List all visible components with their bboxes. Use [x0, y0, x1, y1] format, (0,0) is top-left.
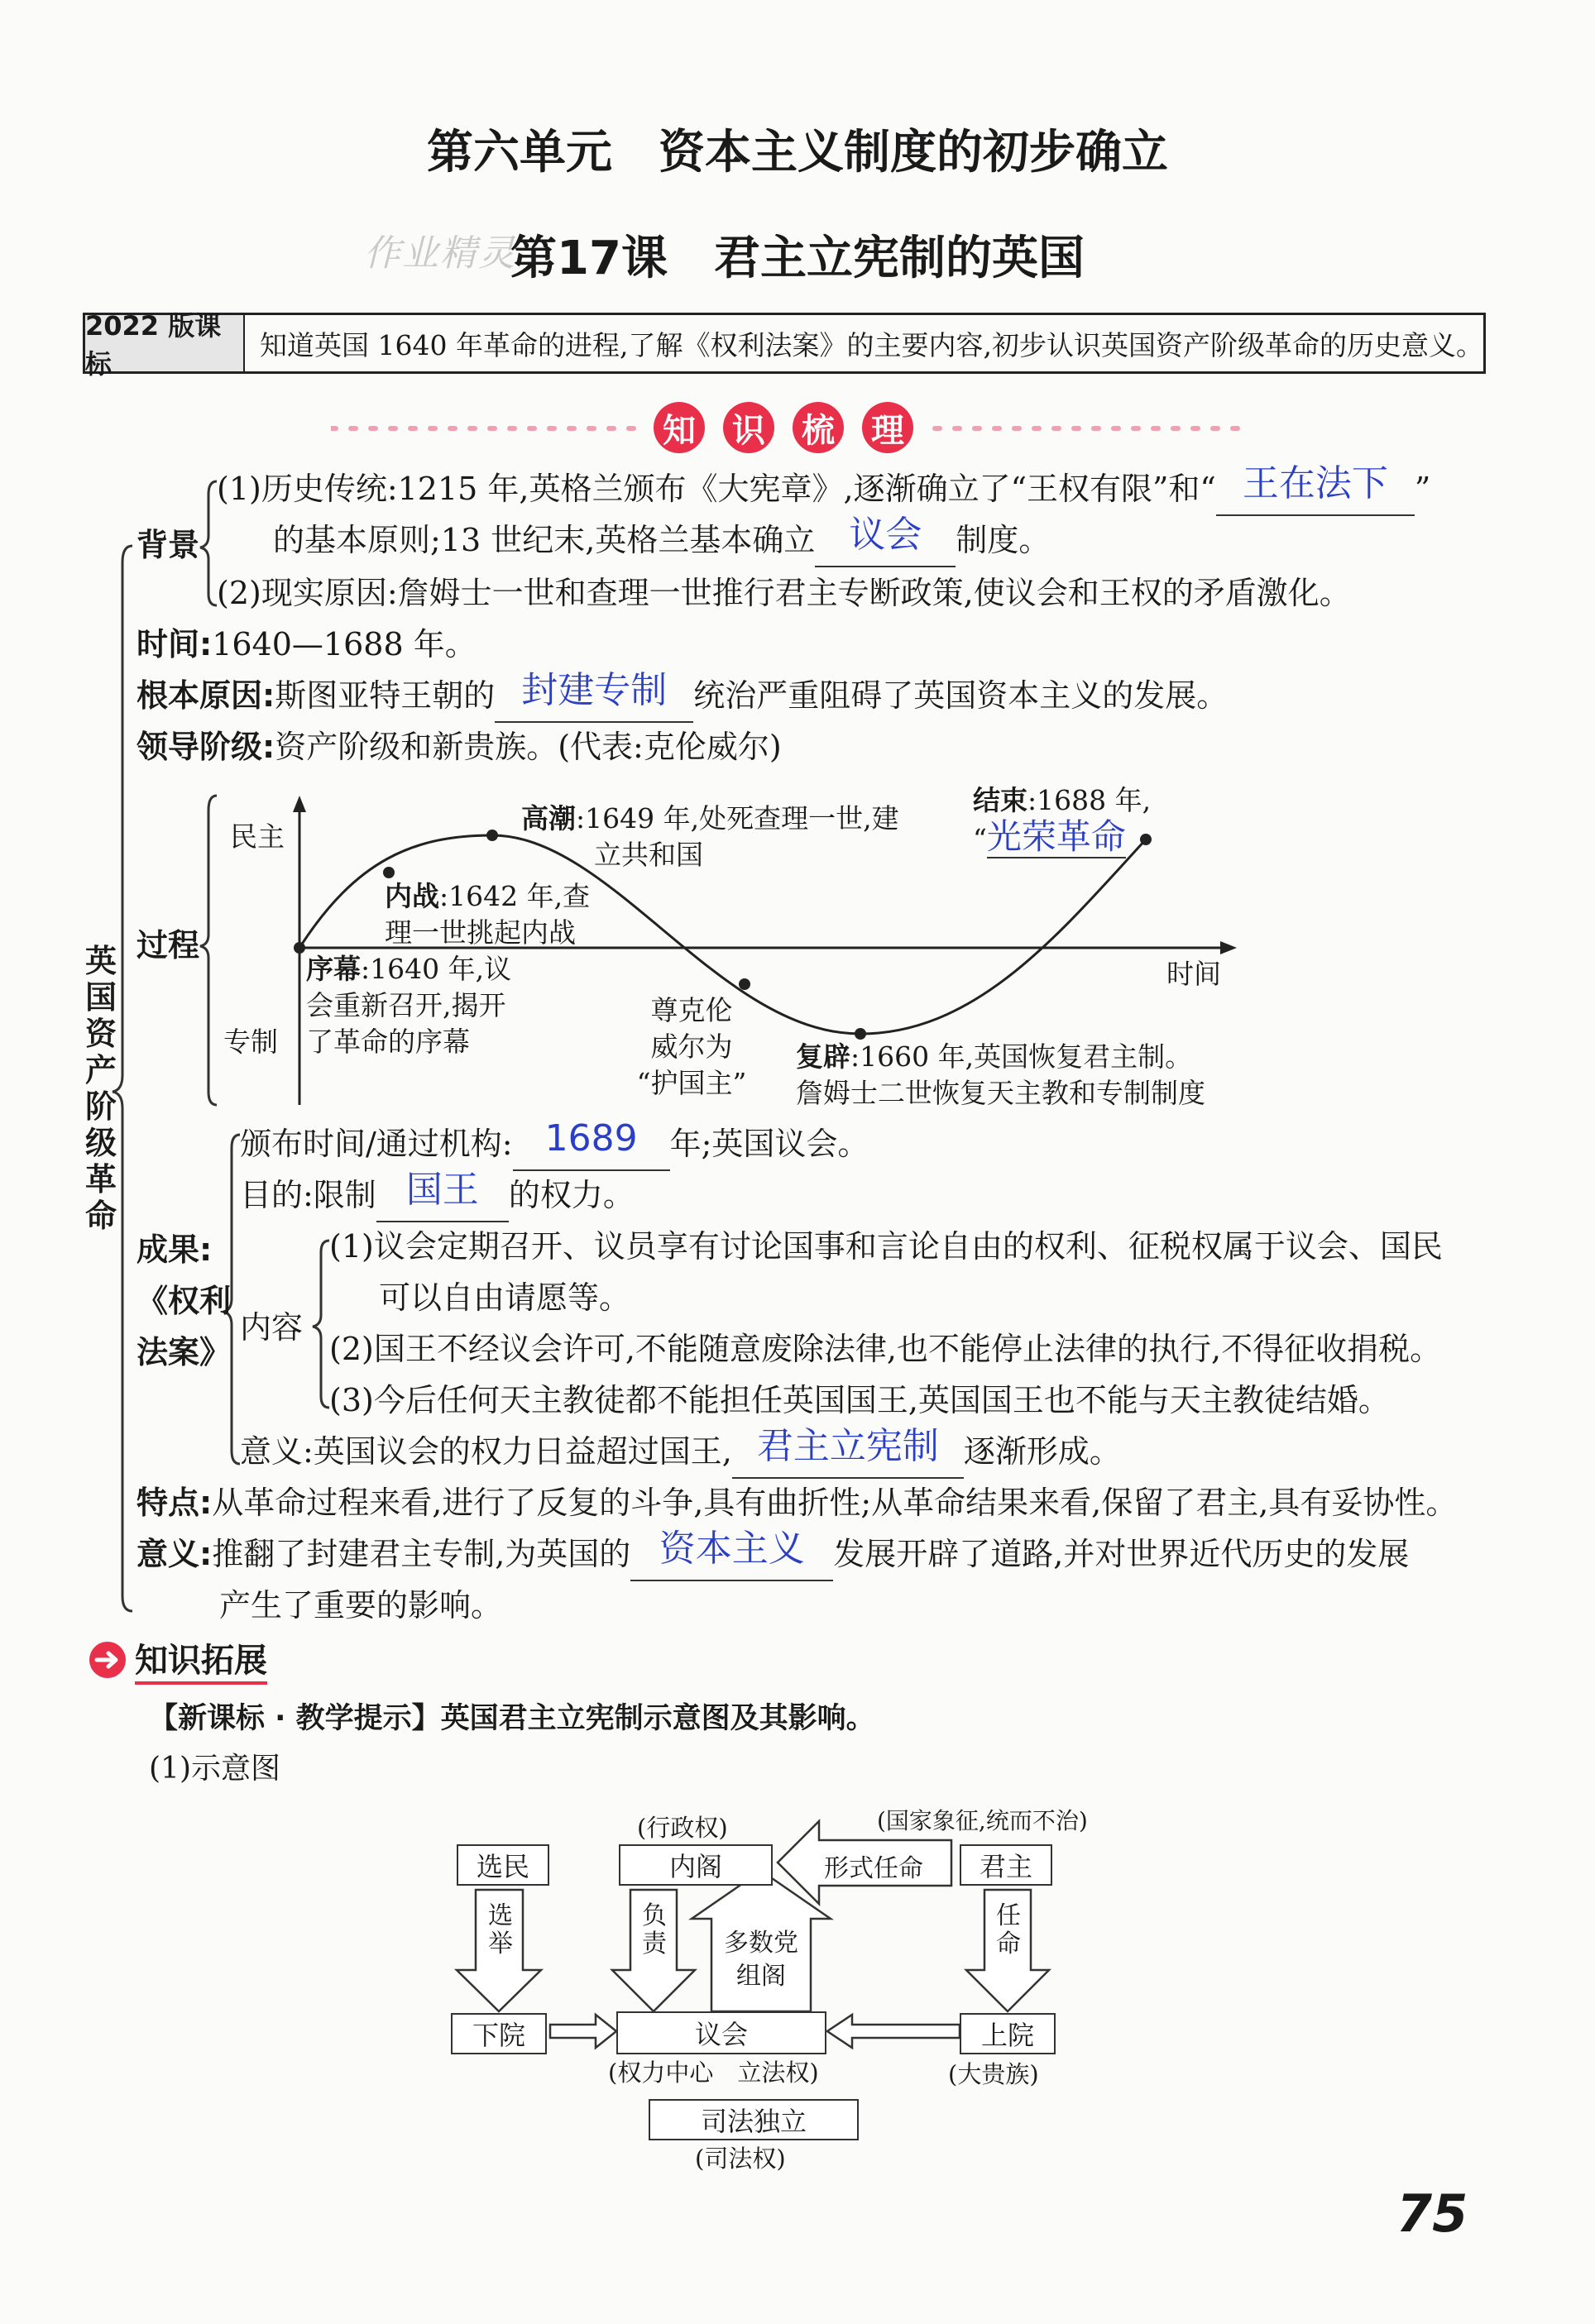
text: 斯图亚特王朝的 [275, 677, 496, 714]
text: ” [1414, 471, 1431, 507]
leader-text: 资产阶级和新贵族。(代表:克伦威尔) [275, 729, 782, 765]
content-label: 内容 [240, 1309, 304, 1346]
cabinet-note: (行政权) [637, 1814, 728, 1842]
lower-house-box: 下院 [451, 2013, 547, 2054]
extension-title: 知识拓展 [135, 1634, 267, 1685]
background-line-3: (2)现实原因:詹姆士一世和查理一世推行君主专断政策,使议会和王权的矛盾激化。 [217, 575, 1351, 611]
text: 法案》 [137, 1334, 232, 1370]
text: 威尔为 [650, 1030, 733, 1063]
text: :1640 年,议 [361, 953, 512, 985]
side-char: 资 [84, 1016, 117, 1052]
text: 会重新召开,揭开 [306, 989, 506, 1021]
text: 逐渐形成。 [963, 1433, 1121, 1470]
background-label: 背景 [137, 527, 200, 563]
side-char: 命 [84, 1198, 117, 1234]
responsible-label: 负责 [642, 1901, 667, 1958]
page-number: 75 [1396, 2183, 1468, 2244]
text: 目的:限制 [240, 1177, 376, 1213]
text: 詹姆士二世恢复天主教和专制制度 [796, 1077, 1205, 1109]
handwritten-answer: 国王 [405, 1169, 479, 1211]
text: 了革命的序幕 [306, 1026, 470, 1058]
diagram-subtitle: (1)示意图 [149, 1752, 280, 1786]
content-item-2: (2)国王不经议会许可,不能随意废除法律,也不能停止法律的执行,不得征收捐税。 [329, 1331, 1442, 1367]
lesson-title: 第17课 君主立宪制的英国 [510, 232, 1085, 285]
text: 发展开辟了道路,并对世界近代历史的发展 [833, 1536, 1410, 1572]
handwritten-answer: 光荣革命 [986, 816, 1126, 857]
handwritten-answer: 议会 [849, 514, 922, 556]
text: “护国主” [636, 1067, 747, 1099]
unit-title: 第六单元 资本主义制度的初步确立 [427, 126, 1168, 179]
handwritten-answer: 王在法下 [1242, 462, 1388, 504]
appoint-label: 任命 [996, 1901, 1021, 1958]
side-char: 革 [84, 1161, 117, 1198]
text: :1688 年, [1027, 784, 1152, 816]
axis-autocracy-label: 专制 [223, 1026, 278, 1058]
event-label: 高潮 [521, 802, 576, 834]
text: :1649 年,处死查理一世,建 [576, 802, 899, 834]
axis-time-label: 时间 [1166, 958, 1221, 990]
judiciary-box: 司法独立 [649, 2099, 859, 2140]
formal-label: 形式任命 [824, 1854, 923, 1883]
upper-house-note: (大贵族) [948, 2060, 1039, 2088]
text: (1)历史传统:1215 年,英格兰颁布《大宪章》,逐渐确立了“王权有限”和“ [217, 471, 1216, 507]
text: 《权利 [137, 1283, 232, 1319]
watermark-logo: 作业精灵 [364, 232, 516, 275]
text: 颁布时间/通过机构: [240, 1126, 513, 1162]
axis-democracy-label: 民主 [230, 820, 285, 853]
event-label: 内战 [385, 880, 439, 912]
side-char: 级 [84, 1125, 117, 1161]
event-label: 复辟 [796, 1040, 850, 1073]
text: 成果: [137, 1231, 213, 1268]
heading-char-3: 梳 [793, 402, 844, 453]
heading-char-1: 知 [654, 402, 705, 453]
text: 统治严重阻碍了英国资本主义的发展。 [693, 677, 1229, 714]
teaching-tip: 【新课标 · 教学提示】英国君主立宪制示意图及其影响。 [149, 1702, 875, 1735]
text: 年;英国议会。 [669, 1126, 869, 1162]
heading-char-2: 识 [723, 402, 774, 453]
parliament-note: (权力中心 立法权) [608, 2059, 819, 2087]
monarch-box: 君主 [960, 1844, 1052, 1886]
content-item-1a: (1)议会定期召开、议员享有讨论国事和言论自由的权利、征税权属于议会、国民 [329, 1228, 1443, 1265]
voters-box: 选民 [457, 1844, 549, 1886]
cabinet-box: 内阁 [619, 1844, 773, 1886]
standard-text: 知道英国 1640 年革命的进程,了解《权利法案》的主要内容,初步认识英国资产阶级革命的历史意义。 [260, 328, 1483, 361]
side-char: 产 [84, 1052, 117, 1088]
significance-line-2: 产生了重要的影响。 [219, 1587, 503, 1623]
handwritten-answer: 1689 [544, 1117, 638, 1160]
time-label: 时间: [137, 626, 213, 662]
upper-house-box: 上院 [960, 2013, 1056, 2054]
feature-text: 从革命过程来看,进行了反复的斗争,具有曲折性;从革命结果来看,保留了君主,具有妥协性。 [212, 1485, 1458, 1521]
content-item-3: (3)今后任何天主教徒都不能担任英国国王,英国国王也不能与天主教徒结婚。 [329, 1382, 1390, 1418]
text: 推翻了封建君主专制,为英国的 [212, 1536, 631, 1572]
heading-char-4: 理 [862, 402, 913, 453]
text: 尊克伦 [650, 994, 733, 1026]
side-char: 国 [84, 979, 117, 1016]
significance-label: 意义: [137, 1536, 213, 1572]
monarch-note: (国家象征,统而不治) [877, 1807, 1088, 1834]
text: “ [973, 823, 987, 855]
judiciary-note: (司法权) [695, 2145, 786, 2173]
handwritten-answer: 封建专制 [521, 669, 668, 711]
text: 制度。 [956, 522, 1051, 558]
text: 的权力。 [508, 1177, 635, 1213]
handwritten-answer: 君主立宪制 [756, 1425, 939, 1467]
handwritten-answer: 资本主义 [659, 1528, 805, 1570]
text: :1642 年,查 [439, 880, 591, 912]
time-text: 1640—1688 年。 [212, 626, 477, 662]
text: 意义:英国议会的权力日益超过国王, [240, 1433, 732, 1470]
event-label: 序幕 [306, 953, 361, 985]
process-label: 过程 [137, 927, 200, 964]
feature-label: 特点: [137, 1485, 213, 1521]
text: 理一世挑起内战 [385, 916, 576, 949]
standard-label: 2022 版课标 [85, 315, 245, 371]
root-cause-label: 根本原因: [137, 677, 275, 714]
parliament-box: 议会 [616, 2011, 826, 2054]
event-label: 结束 [973, 784, 1027, 816]
leader-label: 领导阶级: [137, 729, 275, 765]
text: :1660 年,英国恢复君主制。 [850, 1040, 1193, 1073]
side-char: 英 [84, 943, 117, 979]
text: 立共和国 [594, 839, 703, 871]
text: 的基本原则;13 世纪末,英格兰基本确立 [273, 522, 816, 558]
side-char: 阶 [84, 1088, 117, 1125]
majority-label: 多数党组阁 [724, 1929, 798, 1991]
elect-label: 选举 [488, 1901, 513, 1958]
content-item-1b: 可以自由请愿等。 [379, 1279, 631, 1316]
